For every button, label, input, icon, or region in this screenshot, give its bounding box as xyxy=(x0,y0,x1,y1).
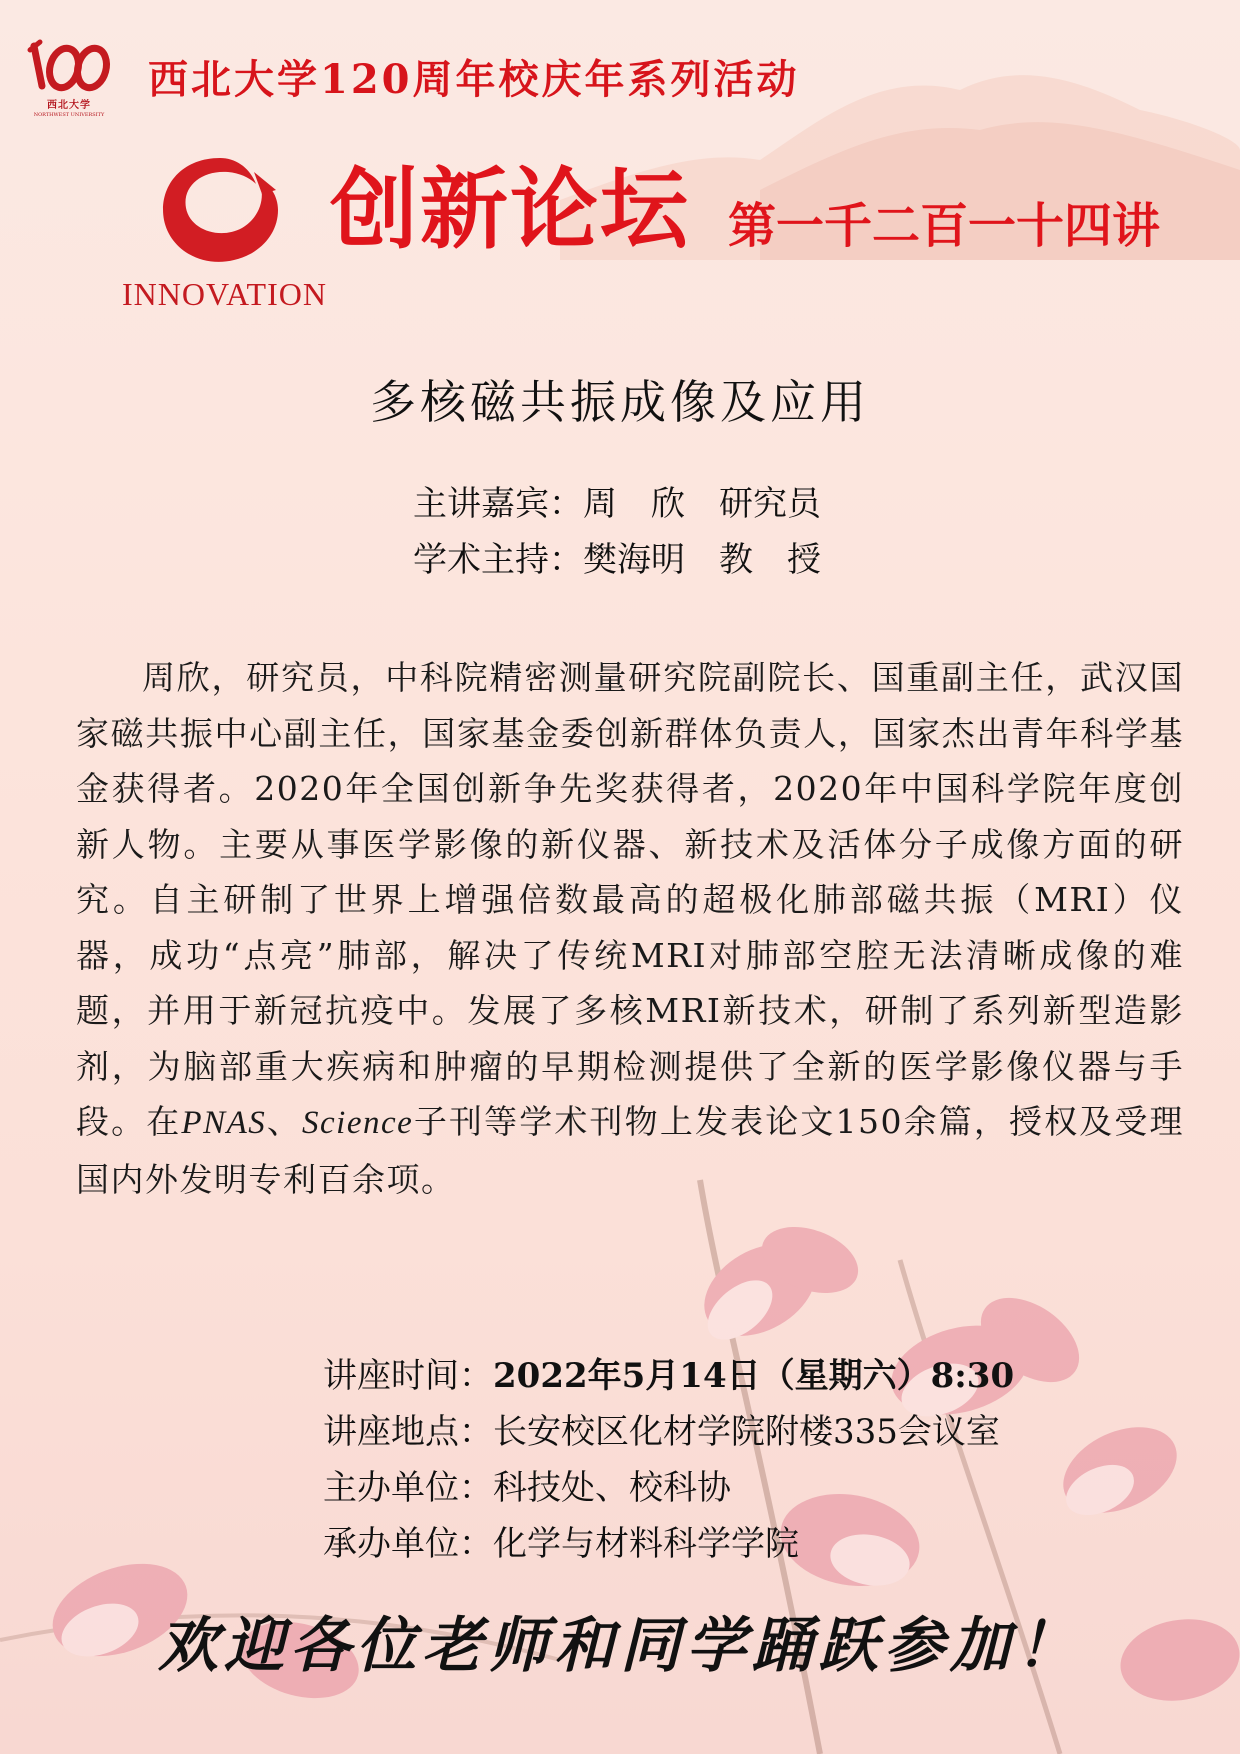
series-title: 西北大学120周年校庆年系列活动 xyxy=(148,56,800,103)
place-label: 讲座地点： xyxy=(323,1412,493,1452)
people-block xyxy=(413,476,821,588)
undertaker-value: 化学与材料科学学院 xyxy=(493,1524,799,1564)
organizer-label: 主办单位： xyxy=(323,1468,493,1508)
speaker-bio xyxy=(76,650,1184,1207)
bio-separator: 、 xyxy=(266,1102,302,1141)
place-value: 长安校区化材学院附楼335会议室 xyxy=(493,1412,1000,1452)
lecture-number: 第一千二百一十四讲 xyxy=(728,198,1161,254)
host-label: 学术主持： xyxy=(413,540,583,580)
time-value: 2022年5月14日（星期六）8:30 xyxy=(493,1356,1015,1396)
time-row xyxy=(323,1348,1014,1404)
speaker-label: 主讲嘉宾： xyxy=(413,484,583,524)
bio-text-part1: 周欣，研究员，中科院精密测量研究院副院长、国重副主任，武汉国家磁共振中心副主任，国家基金委创新群体负责人，国家杰出青年科学基金获得者。2020年全国创新争先奖获得者，2020年中国科学院年度创新人物。主要从事医学影像的新仪器、新技术及活体分子成像方面的研究。自主研制了世界上增强倍数最高的超极化肺部磁共振（MRI）仪器，成功“点亮”肺部，解决了传统MRI对肺部空腔无法清晰成像的难题，并用于新冠抗疫中。发展了多核MRI新技术，研制了系列新型造影剂，为脑部重大疾病和肿瘤的早期检测提供了全新的医学影像仪器与手段。在 xyxy=(76,658,1184,1141)
logo-school-name-en: NORTHWEST UNIVERSITY xyxy=(33,112,105,118)
bio-text-part2: 子刊等学术刊物上发表论文150余篇，授权及受理国内外发明专利百余项。 xyxy=(76,1102,1185,1199)
speaker-row xyxy=(413,476,821,532)
innovation-swirl-logo xyxy=(150,150,290,270)
undertaker-row xyxy=(323,1516,1014,1572)
host-row xyxy=(413,532,821,588)
place-row xyxy=(323,1404,1014,1460)
time-label: 讲座时间： xyxy=(323,1356,493,1396)
lecture-info xyxy=(323,1348,1014,1572)
forum-title: 创新论坛 xyxy=(330,158,691,261)
logo-school-name: 西北大学 xyxy=(47,100,91,111)
innovation-label: INNOVATION xyxy=(122,276,327,312)
host-value: 樊海明 教 授 xyxy=(583,540,821,580)
bio-journal-science: Science xyxy=(302,1105,414,1141)
talk-title: 多核磁共振成像及应用 xyxy=(370,375,870,429)
organizer-value: 科技处、校科协 xyxy=(493,1468,731,1508)
organizer-row xyxy=(323,1460,1014,1516)
speaker-value: 周 欣 研究员 xyxy=(583,484,821,524)
welcome-message: 欢迎各位老师和同学踊跃参加！ xyxy=(158,1611,1082,1681)
bio-journal-pnas: PNAS xyxy=(181,1105,267,1141)
undertaker-label: 承办单位： xyxy=(323,1524,493,1564)
